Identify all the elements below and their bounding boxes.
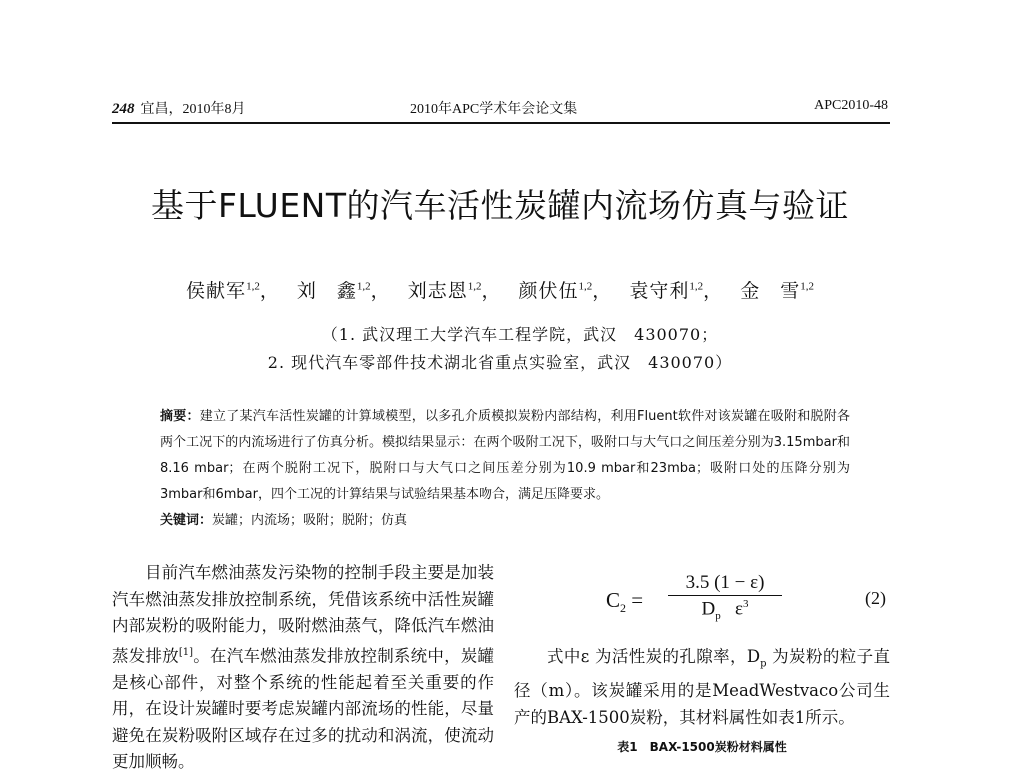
- header-location-date: 宜昌，2010年8月: [140, 102, 246, 117]
- author-affiliation-mark: 1,2: [578, 280, 593, 293]
- author-separator: ，: [259, 280, 280, 302]
- author: [297, 276, 399, 303]
- keywords: [160, 508, 850, 534]
- equation-den-d-sub: p: [715, 610, 721, 623]
- author-affiliation-mark: 1,2: [467, 280, 482, 293]
- body-left-text-2: 。在汽车燃油蒸发排放控制系统中，炭罐是核心部件，对整个系统的性能起着至关重要的作用，在设计炭罐时要考虑炭罐内部流场的性能，尽量避免在炭粉吸附区域存在过多的扰动和涡流，使流动更加顺畅。: [112, 646, 495, 771]
- body-right-column: [514, 643, 890, 731]
- author-affiliation-mark: 1,2: [689, 280, 704, 293]
- table-caption: 表1 BAX-1500炭粉材料属性: [617, 740, 787, 754]
- running-header: [112, 98, 890, 120]
- body-right-text-2: 为炭粉的粒子直径（m）。该炭罐采用的是MeadWestvaco公司生产的BAX-1500炭粉，其材料属性如表1所示。: [514, 647, 890, 728]
- author: [740, 276, 814, 303]
- keywords-text: 炭罐；内流场；吸附；脱附；仿真: [212, 513, 408, 528]
- author-list: [0, 276, 1000, 303]
- abstract: [160, 404, 850, 534]
- abstract-label: 摘要：: [160, 409, 200, 424]
- equation-den-eps: ε: [735, 598, 743, 620]
- header-paper-id: APC2010-48: [814, 98, 888, 113]
- author-name: 金 雪: [740, 280, 801, 302]
- header-rule: [112, 122, 890, 124]
- author-name: 袁守利: [629, 280, 690, 302]
- body-left-column: [112, 560, 494, 776]
- equation-lhs: [606, 588, 643, 616]
- author-separator: ，: [481, 280, 502, 302]
- equation-lhs-subscript: 2: [620, 601, 627, 616]
- equation-2: [606, 572, 896, 634]
- author: [629, 276, 731, 303]
- body-right-subscript: p: [760, 658, 767, 670]
- equation-lhs-symbol: C: [606, 588, 621, 612]
- author-affiliation-mark: 1,2: [800, 280, 814, 293]
- author-separator: ，: [703, 280, 724, 302]
- author: [408, 276, 510, 303]
- author-name: 刘 鑫: [296, 280, 357, 302]
- equation-den-eps-sup: 3: [742, 598, 749, 610]
- author-affiliation-mark: 1,2: [246, 280, 260, 293]
- author-separator: ，: [370, 280, 391, 302]
- affiliation-line-2: 2. 现代汽车零部件技术湖北省重点实验室，武汉 430070）: [267, 353, 733, 372]
- equation-den-d: D: [701, 598, 716, 620]
- body-left-text-1: 目前汽车燃油蒸发污染物的控制手段主要是加装汽车燃油蒸发排放控制系统，凭借该系统中活性炭罐内部炭粉的吸附能力，吸附燃油蒸气，降低汽车燃油蒸发排放: [112, 563, 494, 665]
- equation-number: (2): [865, 588, 886, 608]
- author-name: 刘志恩: [407, 280, 468, 302]
- author-separator: ，: [592, 280, 613, 302]
- reference-mark: [1]: [178, 646, 194, 658]
- equation-fraction: [668, 572, 782, 622]
- author: [519, 276, 621, 303]
- abstract-text: 建立了某汽车活性炭罐的计算域模型，以多孔介质模拟炭粉内部结构，利用Fluent软件对该炭罐在吸附和脱附各两个工况下的内流场进行了仿真分析。模拟结果显示：在两个吸附工况下，吸附口与大气口之间压差分别为3.15mbar和8.16 mbar；在两个脱附工况下，脱附口与大气口之间压差分别为10.9 mbar和23mba；吸附口处的压降分别为3mbar和6mbar，四个工况的计算结果与试验结果基本吻合，满足压降要求。: [160, 409, 850, 502]
- body-right-text-1: 式中ε 为活性炭的孔隙率，D: [547, 647, 761, 666]
- author: [186, 276, 288, 303]
- header-left: [112, 98, 246, 118]
- equation-numerator: 3.5 (1 − ε): [668, 572, 782, 596]
- header-proceedings: 2010年APC学术年会论文集: [410, 102, 578, 117]
- equation-equals: =: [631, 588, 644, 612]
- affiliation-line-1: （1. 武汉理工大学汽车工程学院，武汉 430070；: [321, 325, 719, 344]
- equation-denominator: [668, 596, 782, 622]
- paper-title: 基于FLUENT的汽车活性炭罐内流场仿真与验证: [150, 186, 850, 225]
- keywords-label: 关键词：: [160, 513, 213, 528]
- author-affiliation-mark: 1,2: [356, 280, 371, 293]
- author-name: 侯献军: [186, 280, 247, 302]
- author-name: 颜伏伍: [518, 280, 579, 302]
- page-number: 248: [112, 101, 135, 117]
